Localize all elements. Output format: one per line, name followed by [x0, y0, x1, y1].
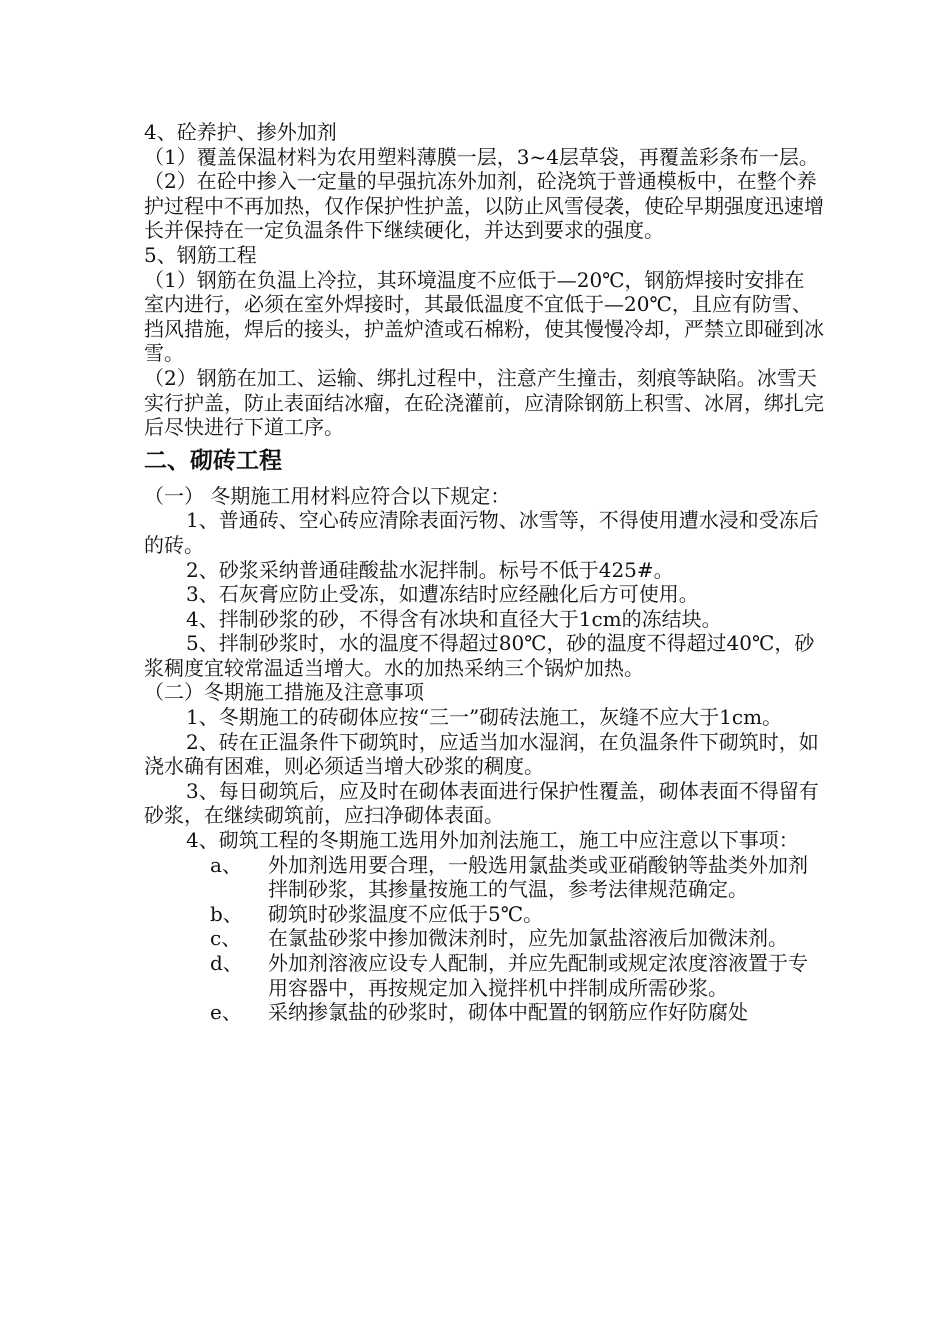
sub-item-text: 砌筑时砂浆温度不应低于5℃。 [268, 901, 544, 926]
sub-item [210, 902, 824, 927]
sub-list [144, 853, 824, 1025]
sub-item-label: a、 [210, 852, 242, 877]
section-4-paragraph-2: （2）在砼中掺入一定量的早强抗冻外加剂，砼浇筑于普通模板中，在整个养护过程中不再加热，仅作保护性护盖，以防止风雪侵袭，使砼早期强度迅速增长并保持在一定负温条件下继续硬化，并达到要求的强度。 [144, 169, 824, 243]
part-2-item-3: 3、每日砌筑后，应及时在砌体表面进行保护性覆盖，砌体表面不得留有砂浆，在继续砌筑前，应扫净砌体表面。 [144, 778, 819, 828]
section-5-title: 5、钢筋工程 [144, 242, 257, 267]
part-2-title: （二）冬期施工措施及注意事项 [144, 680, 424, 705]
sub-item [210, 951, 824, 1000]
part-1-item-2: 2、砂浆采纳普通硅酸盐水泥拌制。标号不低于425#。 [186, 557, 674, 582]
sub-item-label: c、 [210, 926, 242, 951]
part-1-item-5: 5、拌制砂浆时，水的温度不得超过80℃，砂的温度不得超过40℃，砂浆稠度宜较常温适当增大。水的加热采纳三个锅炉加热。 [144, 631, 815, 680]
part-1-item-1: 1、普通砖、空心砖应清除表面污物、冰雪等，不得使用遭水浸和受冻后的砖。 [144, 508, 819, 557]
sub-item-label: b、 [210, 901, 243, 926]
part-2-item-1: 1、冬期施工的砖砌体应按“三一”砌砖法施工，灰缝不应大于1cm。 [186, 705, 783, 730]
part-1-item-4: 4、拌制砂浆的砂，不得含有冰块和直径大于1cm的冻结块。 [186, 606, 722, 631]
heading-masonry: 二、砌砖工程 [144, 447, 282, 474]
section-5-paragraph-2: （2）钢筋在加工、运输、绑扎过程中，注意产生撞击，刻痕等缺陷。冰雪天实行护盖，防止表面结冰瘤，在砼浇灌前，应清除钢筋上积雪、冰屑，绑扎完后尽快进行下道工序。 [144, 365, 824, 440]
sub-item-label: e、 [210, 1000, 242, 1025]
section-4-paragraph-1: （1）覆盖保温材料为农用塑料薄膜一层，3~4层草袋，再覆盖彩条布一层。 [144, 144, 819, 169]
sub-item-text: 外加剂选用要合理，一般选用氯盐类或亚硝酸钠等盐类外加剂拌制砂浆，其掺量按施工的气温，参考法律规范确定。 [268, 852, 808, 902]
sub-item-text: 采纳掺氯盐的砂浆时，砌体中配置的钢筋应作好防腐处 [268, 1000, 748, 1025]
document-page [144, 120, 824, 1025]
sub-item-text: 外加剂溶液应设专人配制，并应先配制或规定浓度溶液置于专用容器中，再按规定加入搅拌机中拌制成所需砂浆。 [268, 951, 808, 1000]
sub-item [210, 1000, 824, 1025]
part-2-item-2: 2、砖在正温条件下砌筑时，应适当加水湿润，在负温条件下砌筑时，如浇水确有困难，则必须适当增大砂浆的稠度。 [144, 729, 819, 779]
part-1-title: （一） 冬期施工用材料应符合以下规定： [144, 483, 511, 508]
sub-item-label: d、 [210, 951, 243, 975]
part-2-item-4: 4、砌筑工程的冬期施工选用外加剂法施工，施工中应注意以下事项： [186, 828, 799, 853]
sub-item-text: 在氯盐砂浆中掺加微沫剂时，应先加氯盐溶液后加微沫剂。 [268, 926, 788, 951]
sub-item [210, 853, 824, 902]
sub-item [210, 926, 824, 951]
part-1-item-3: 3、石灰膏应防止受冻，如遭冻结时应经融化后方可使用。 [186, 582, 699, 607]
section-5-paragraph-1: （1）钢筋在负温上冷拉，其环境温度不应低于—20℃，钢筋焊接时安排在室内进行，必须在室外焊接时，其最低温度不宜低于—20℃，且应有防雪、挡风措施，焊后的接头，护盖炉渣或石棉粉，使其慢慢冷却，严禁立即碰到冰雪。 [144, 267, 824, 366]
section-4-title: 4、砼养护、掺外加剂 [144, 120, 337, 144]
